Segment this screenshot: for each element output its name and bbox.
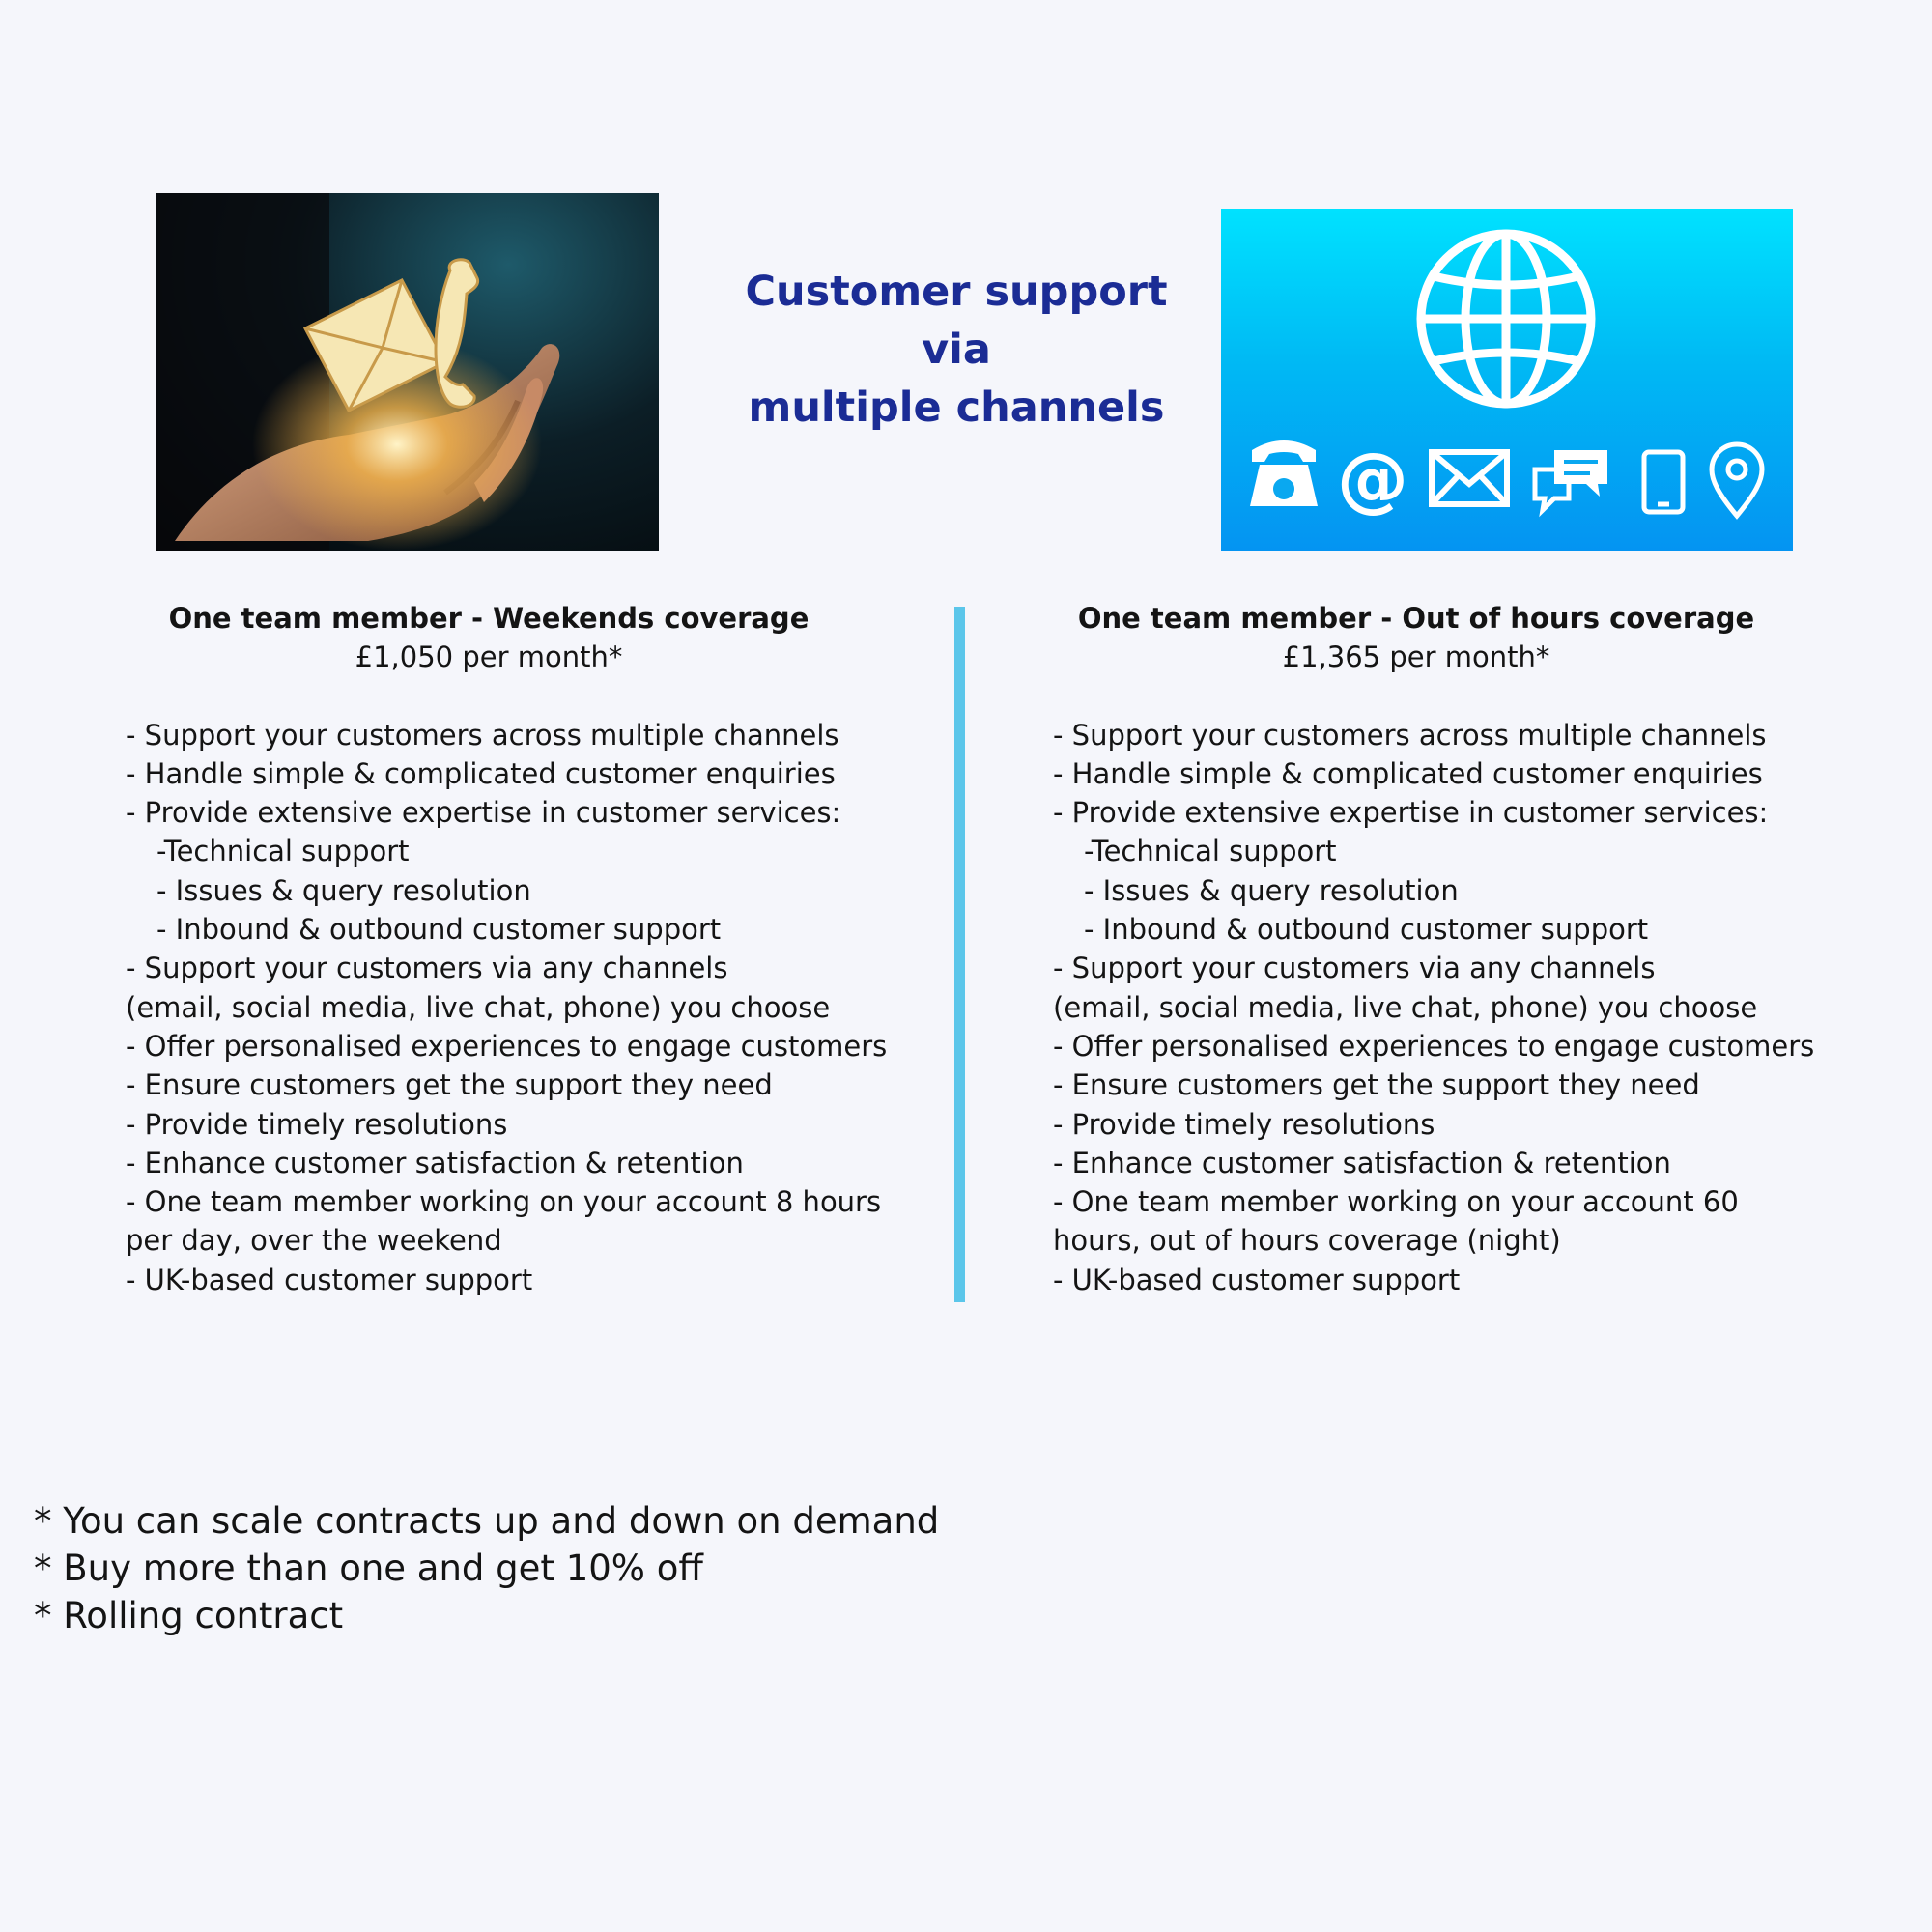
list-item: - One team member working on your account 60 [1053,1185,1739,1219]
list-item: - Ensure customers get the support they need [1053,1068,1700,1102]
list-item: - One team member working on your account 8 hours [126,1185,882,1219]
list-item: - Issues & query resolution [156,873,531,907]
list-item: - Handle simple & complicated customer enquiries [1053,756,1763,790]
list-item: (email, social media, live chat, phone) you choose [1053,990,1758,1024]
footnotes [34,1497,939,1639]
list-item: - Support your customers via any channels [126,952,728,985]
list-item: - Inbound & outbound customer support [1084,913,1649,947]
list-item: - UK-based customer support [1053,1263,1461,1296]
plan-heading: One team member - Weekends coverage [168,602,810,635]
location-pin-icon [1712,444,1762,516]
list-item: - Provide timely resolutions [1053,1107,1435,1141]
list-item: - UK-based customer support [126,1263,533,1296]
feature-list [126,716,888,1299]
list-item: - Issues & query resolution [1084,873,1459,907]
footnote: * Rolling contract [34,1595,344,1636]
at-sign-icon [1337,438,1408,521]
list-item: -Technical support [1084,835,1337,868]
footnote: * You can scale contracts up and down on demand [34,1500,940,1542]
hand-envelope-illustration [156,193,659,551]
list-item: - Support your customers via any channels [1053,952,1656,985]
list-item: - Enhance customer satisfaction & retention [1053,1146,1671,1179]
list-item: - Inbound & outbound customer support [156,913,722,947]
list-item: - Provide extensive expertise in customer services: [126,796,841,830]
list-item: - Provide extensive expertise in customer services: [1053,796,1769,830]
list-item: - Offer personalised experiences to engage customers [126,1029,888,1063]
list-item: - Handle simple & complicated customer enquiries [126,756,836,790]
list-item: - Enhance customer satisfaction & retention [126,1146,744,1179]
title-line-1: Customer support [745,268,1168,316]
list-item: - Ensure customers get the support they need [126,1068,773,1102]
telephone-icon [1250,440,1318,506]
plan-out-of-hours [1053,599,1815,1299]
globe-icon [1421,234,1591,404]
list-item: - Offer personalised experiences to engage customers [1053,1029,1815,1063]
plan-heading: One team member - Out of hours coverage [1077,602,1755,635]
list-item: - Provide timely resolutions [126,1107,508,1141]
list-item: hours, out of hours coverage (night) [1053,1224,1561,1258]
list-item: (email, social media, live chat, phone) you choose [126,990,831,1024]
plan-weekends [126,599,888,1299]
list-item: - Support your customers across multiple channels [126,718,839,752]
list-item: - Support your customers across multiple channels [1053,718,1767,752]
channels-icons-photo [1221,209,1793,551]
feature-list [1053,716,1815,1299]
plan-price: £1,365 per month* [1282,640,1550,674]
page-title [715,263,1198,437]
hand-envelope-photo [156,193,659,551]
chat-bubbles-icon [1535,450,1607,510]
title-line-2: via [922,326,991,374]
list-item: per day, over the weekend [126,1224,502,1258]
column-divider [954,607,965,1302]
footnote: * Buy more than one and get 10% off [34,1548,703,1589]
title-line-3: multiple channels [748,384,1165,432]
mobile-phone-icon [1644,452,1683,512]
plan-price: £1,050 per month* [355,640,623,674]
list-item: -Technical support [156,835,410,868]
svg-text:@: @ [1337,438,1408,521]
channels-illustration [1221,209,1793,551]
envelope-icon [1432,452,1507,504]
